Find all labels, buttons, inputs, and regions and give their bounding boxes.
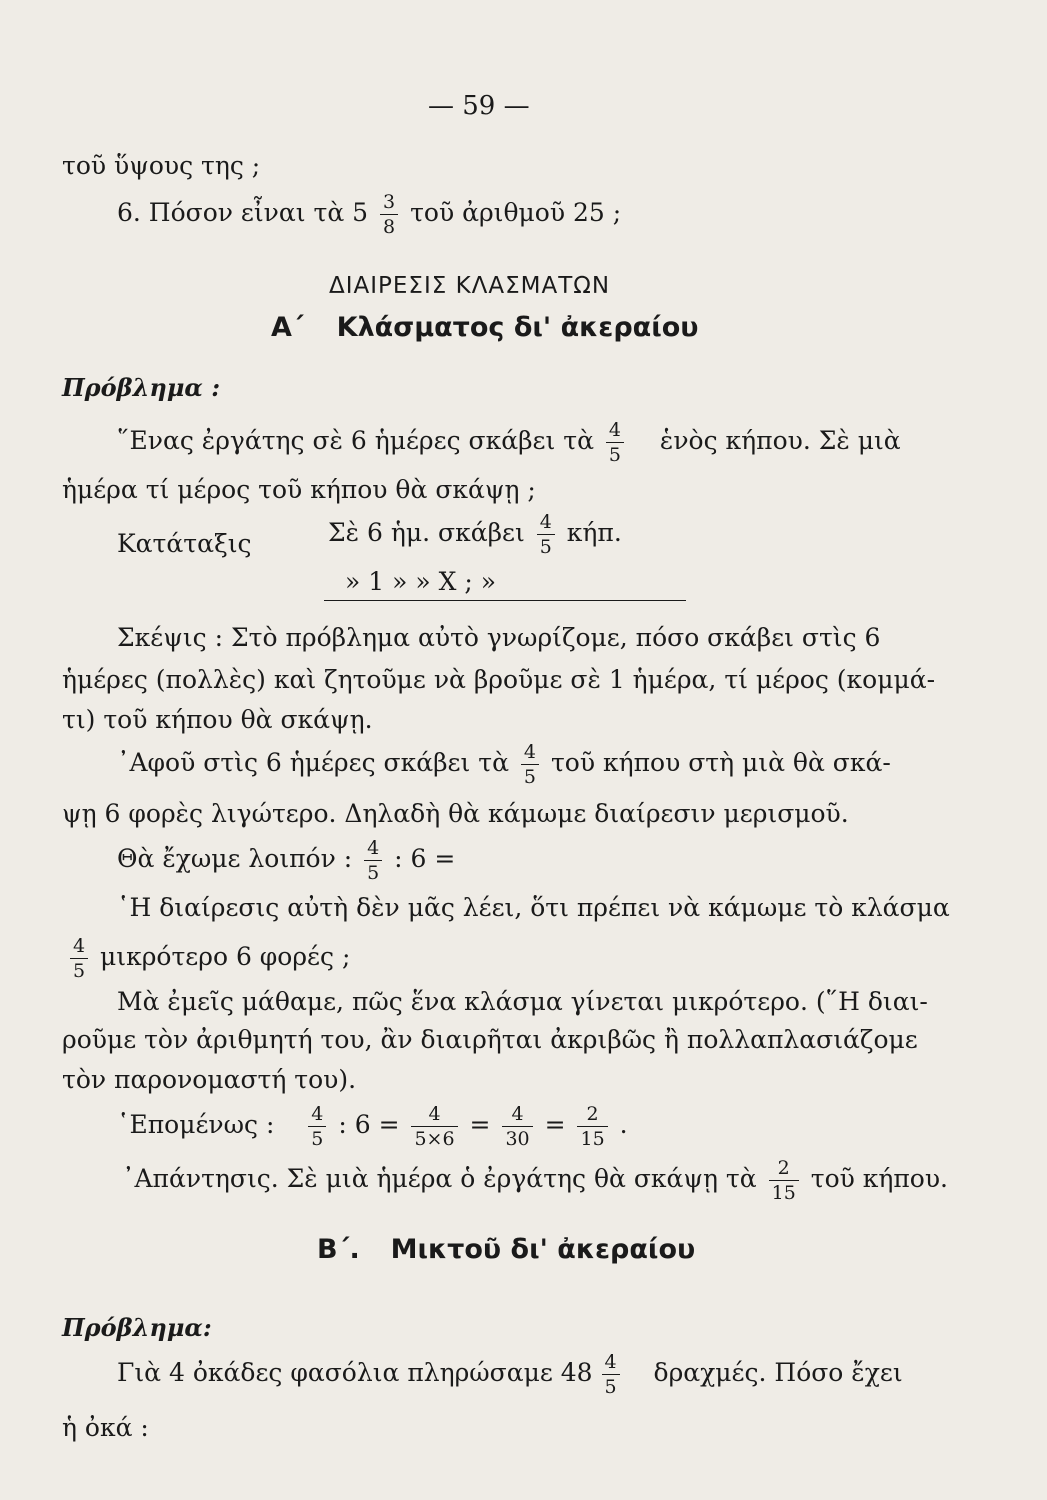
- page-number: — 59 —: [428, 91, 530, 121]
- diairesis-text: μικρότερο 6 φορές ;: [100, 942, 351, 971]
- answer-text: ᾿Απάντησις. Σὲ μιὰ ἡμέρα ὁ ἐργάτης θὰ σκάψῃ τὰ: [122, 1164, 757, 1193]
- fraction-num: 4: [523, 741, 537, 763]
- ma-line-2: ροῦμε τὸν ἀριθμητή του, ἂν διαιρῆται ἀκριβῶς ἢ πολλαπλασιάζομε: [62, 1025, 918, 1054]
- fraction-4-5: [602, 1352, 620, 1397]
- part-b-heading: [317, 1234, 695, 1266]
- kataxis-row-1: [328, 512, 622, 557]
- kataxis-row-1-unit: κήπ.: [566, 518, 622, 547]
- question-6-suffix: τοῦ ἀριθμοῦ 25 ;: [410, 198, 622, 227]
- fraction-num: 4: [511, 1103, 524, 1125]
- skepsis-line-3: τι) τοῦ κήπου θὰ σκάψῃ.: [62, 705, 373, 734]
- part-b-title: Μικτοῦ δι' ἀκεραίου: [390, 1234, 696, 1265]
- fraction-den: 5: [606, 442, 624, 465]
- fraction-den: 8: [380, 214, 398, 237]
- fraction-4-5: [364, 838, 382, 883]
- kataxis-row-2: » 1 » » Χ ; »: [345, 567, 496, 596]
- fraction-den: 5: [364, 860, 382, 883]
- fraction-4-5: [521, 742, 539, 787]
- fraction-num: 2: [586, 1103, 599, 1125]
- fraction-den: 5: [521, 764, 539, 787]
- fraction-den: 15: [577, 1126, 607, 1149]
- period: .: [619, 1110, 628, 1139]
- equals-sign: =: [469, 1110, 491, 1139]
- part-a-title: Κλάσματος δι' ἀκεραίου: [336, 312, 699, 343]
- fraction-4-5: [606, 420, 624, 465]
- fraction-4-5: [70, 936, 88, 981]
- skepsis-line-2: ἡμέρες (πολλὲς) καὶ ζητοῦμε νὰ βροῦμε σὲ 1 ἡμέρα, τί μέρος (κομμά-: [62, 665, 936, 694]
- afou-text-1: ᾿Αφοῦ στὶς 6 ἡμέρες σκάβει τὰ: [117, 748, 509, 777]
- fraction-num: 4: [367, 837, 380, 859]
- answer-line: [122, 1158, 948, 1203]
- problem-label-b: Πρόβλημα:: [62, 1313, 212, 1342]
- diairesis-line-1: ῾Η διαίρεσις αὐτὴ δὲν μᾶς λέει, ὅτι πρέπει νὰ κάμωμε τὸ κλάσμα: [117, 893, 950, 922]
- tha-text: Θὰ ἔχωμε λοιπόν :: [117, 844, 353, 873]
- problem-b-line2: ἡ ὀκά :: [62, 1413, 149, 1442]
- kataxis-row-1-text: Σὲ 6 ἡμ. σκάβει: [328, 518, 525, 547]
- problem-b-line1: [117, 1352, 903, 1397]
- fraction-den: 5×6: [411, 1126, 457, 1149]
- fraction-den: 15: [769, 1180, 799, 1203]
- fraction-num: 4: [311, 1103, 324, 1125]
- answer-suffix: τοῦ κήπου.: [810, 1164, 949, 1193]
- afou-text-2: τοῦ κήπου στὴ μιὰ θὰ σκά-: [550, 748, 891, 777]
- part-b-letter: Β΄.: [317, 1234, 360, 1265]
- fraction-den: 30: [502, 1126, 532, 1149]
- afou-line-2: ψῃ 6 φορὲς λιγώτερο. Δηλαδὴ θὰ κάμωμε διαίρεσιν μερισμοῦ.: [62, 799, 849, 828]
- ma-line-3: τὸν παρονομαστή του).: [62, 1065, 357, 1094]
- section-title: ΔΙΑΙΡΕΣΙΣ ΚΛΑΣΜΑΤΩΝ: [329, 273, 611, 299]
- fraction-4-30: [502, 1104, 532, 1149]
- fraction-num: 2: [777, 1157, 790, 1179]
- fraction-2-15: [769, 1158, 799, 1203]
- epomenos-label: ῾Επομένως :: [117, 1110, 275, 1139]
- problem-label-a: Πρόβλημα :: [62, 373, 221, 402]
- question-6-prefix: 6. Πόσον εἶναι τὰ 5: [117, 198, 369, 227]
- fraction-3-8: [380, 192, 398, 237]
- fraction-num: 4: [73, 935, 86, 957]
- tha-line: [117, 838, 455, 883]
- fraction-4-5: [537, 512, 555, 557]
- fraction-den: 5: [70, 958, 88, 981]
- fraction-num: 4: [539, 511, 552, 533]
- skepsis-line-1: Σκέψις : Στὸ πρόβλημα αὐτὸ γνωρίζομε, πόσο σκάβει στὶς 6: [117, 623, 881, 652]
- part-a-letter: Α΄: [271, 312, 304, 343]
- kataxis-label: Κατάταξις: [117, 529, 252, 558]
- tha-op: : 6 =: [394, 844, 456, 873]
- afou-line-1: [117, 742, 891, 787]
- question-6: [117, 192, 621, 237]
- fraction-den: 5: [308, 1126, 326, 1149]
- fraction-num: 4: [608, 419, 622, 441]
- fraction-num: 3: [383, 191, 396, 213]
- problem-a-line2: ἡμέρα τί μέρος τοῦ κήπου θὰ σκάψῃ ;: [62, 475, 536, 504]
- intro-line: τοῦ ὕψους της ;: [62, 151, 261, 180]
- epomenos-line: [117, 1104, 628, 1149]
- fraction-4-5: [308, 1104, 326, 1149]
- problem-a-text1: ῞Ενας ἐργάτης σὲ 6 ἡμέρες σκάβει τὰ: [117, 426, 594, 455]
- epomenos-op: : 6 =: [338, 1110, 400, 1139]
- fraction-2-15: [577, 1104, 607, 1149]
- problem-b-text1: Γιὰ 4 ὀκάδες φασόλια πληρώσαμε 48: [117, 1358, 593, 1387]
- problem-b-text2: δραχμές. Πόσο ἔχει: [653, 1358, 903, 1387]
- fraction-den: 5: [537, 534, 555, 557]
- equals-sign: =: [544, 1110, 566, 1139]
- problem-a-line1: [117, 420, 901, 465]
- problem-a-text2: ἑνὸς κήπου. Σὲ μιὰ: [659, 426, 901, 455]
- fraction-den: 5: [602, 1374, 620, 1397]
- kataxis-rule: [324, 600, 686, 601]
- fraction-num: 4: [428, 1103, 441, 1125]
- fraction-num: 4: [604, 1351, 617, 1373]
- ma-line-1: Μὰ ἐμεῖς μάθαμε, πῶς ἕνα κλάσμα γίνεται μικρότερο. (῞Η διαι-: [117, 987, 928, 1016]
- diairesis-line-2: [70, 936, 350, 981]
- part-a-heading: [271, 312, 699, 344]
- fraction-4-5x6: [411, 1104, 457, 1149]
